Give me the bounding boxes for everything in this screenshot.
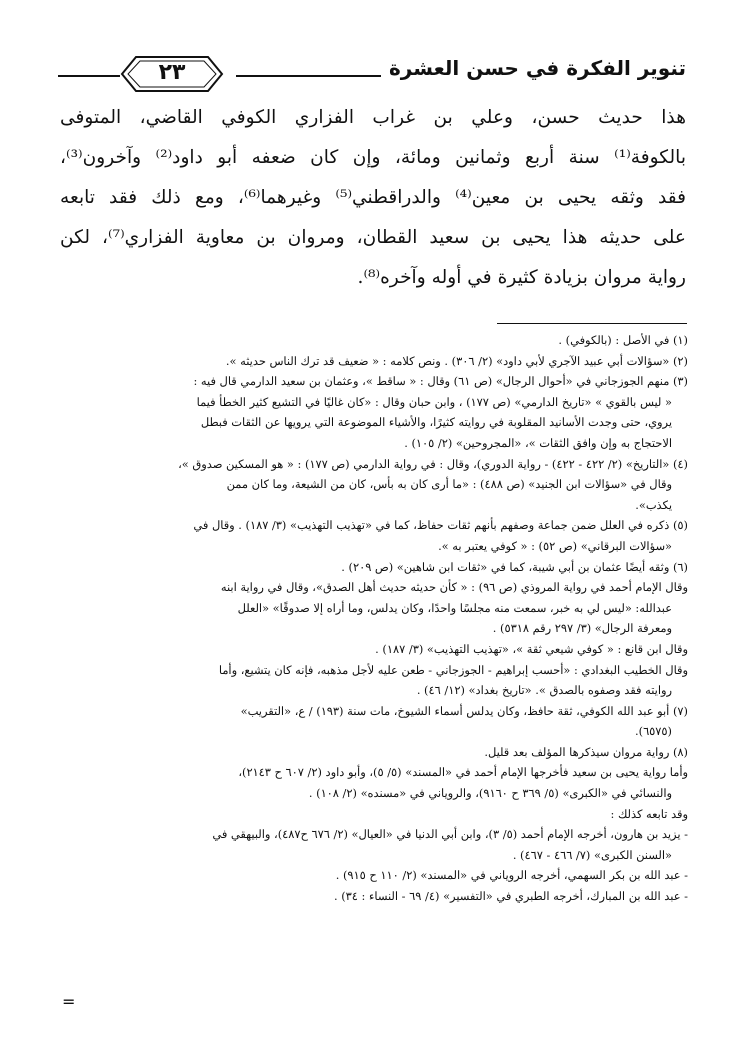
footnote-line: وأما رواية يحيى بن سعيد فأخرجها الإمام أحمد في «المسند» (٥/ ٥)، وأبو داود (٢/ ٦٠٧ ح ٢١٤٣)،	[238, 765, 688, 780]
main-text-line: فقد وثقه يحيى بن معين⁽⁴⁾ والدراقطني⁽⁵⁾ وغيرهما⁽⁶⁾، ومع ذلك فقد تابعه	[60, 187, 687, 208]
footnote-line: (٥) ذكره في العلل ضمن جماعة وصفهم بأنهم ثقات حفاظ، كما في «تهذيب التهذيب» (٣/ ١٨٧) . وقال في	[193, 518, 688, 533]
footnote-line: ومعرفة الرجال» (٣/ ٢٩٧ رقم ٥٣١٨) .	[492, 621, 672, 636]
continuation-mark: =	[62, 992, 76, 1011]
main-text	[60, 98, 686, 298]
footnote-line: (٣) منهم الجوزجاني في «أحوال الرجال» (ص ٦١) وقال : « ساقط »، وعثمان بن سعيد الدارمي قال فيه :	[193, 374, 688, 389]
footnote-line: (١) في الأصل : (بالكوفي) .	[558, 333, 688, 347]
footnote-line: وقد تابعه كذلك :	[610, 806, 688, 821]
footnote-separator	[497, 323, 687, 324]
footnote-line: (٨) رواية مروان سيذكرها المؤلف بعد قليل.	[484, 744, 688, 759]
footnote-line: (٦) وثقه أيضًا عثمان بن أبي شيبة، كما في «ثقات ابن شاهين» (ص ٢٠٩) .	[341, 559, 688, 574]
footnote-line: والنسائي في «الكبرى» (٥/ ٣٦٩ ح ٩١٦٠)، والروياني في «مسنده» (٢/ ١٠٨) .	[308, 786, 672, 801]
main-text-line: رواية مروان بزيادة كثيرة في أوله وآخره⁽⁸⁾.	[357, 267, 686, 288]
footnote-line: وقال الإمام أحمد في رواية المروذي (ص ٩٦) : « كأن حديثه حديث أهل الصدق»، وقال في رواية ابنه	[220, 580, 688, 595]
main-text-line: على حديثه هذا يحيى بن سعيد القطان، ومروان بن معاوية الفزاري⁽⁷⁾، لكن	[60, 227, 686, 248]
footnote-line: - عبد الله بن المبارك، أخرجه الطبري في «التفسير» (٤/ ٦٩ - النساء : ٣٤) .	[333, 889, 688, 904]
footnotes	[58, 330, 688, 907]
footnote-line: روايته فقد وصفوه بالصدق ». «تاريخ بغداد» (١٢/ ٤٦) .	[416, 683, 672, 698]
footnote-line: (٦٥٧٥).	[634, 724, 672, 739]
footnote-line: (٢) «سؤالات أبي عبيد الآجري لأبي داود» (٢/ ٣٠٦) . ونص كلامه : « ضعيف قد ترك الناس حديثه ».	[225, 353, 688, 368]
footnote-line: «السنن الكبرى» (٧/ ٤٦٦ - ٤٦٧) .	[512, 847, 672, 862]
footnote-line: يروي، حتى وجدت الأسانيد المقلوبة في روايته كثيرًا، والأشياء الموضوعة التي يرويها عن الثقات فبطل	[200, 415, 672, 430]
footnote-line: يكذب».	[635, 497, 672, 512]
main-text-line: هذا حديث حسن، وعلي بن غراب الفزاري الكوفي القاضي، المتوفى	[60, 107, 686, 128]
footnote-line: « ليس بالقوي » «تاريخ الدارمي» (ص ١٧٧) ، وابن حبان وقال : «كان غاليًا في التشيع كثير الخطأ فيما	[196, 394, 672, 409]
footnote-line: الاحتجاج به وإن وافق الثقات »، «المجروحين» (٢/ ١٠٥) .	[404, 435, 672, 450]
page-number: ٢٣	[158, 60, 186, 85]
page-header	[58, 54, 686, 98]
footnote-line: (٤) «التاريخ» (٢/ ٤٢٢ - ٤٢٢) - رواية الدوري)، وقال : في رواية الدارمي (ص ١٧٧) : « هو المسكين صدوق »،	[178, 456, 688, 471]
footnote-line: عبدالله: «ليس لي به خبر، سمعت منه مجلسًا واحدًا، وكان يدلس، وما أراه إلا صدوقًا» «العلل	[237, 600, 672, 615]
footnote-line: - يزيد بن هارون، أخرجه الإمام أحمد (٥/ ٣)، وابن أبي الدنيا في «العيال» (٢/ ٦٧٦ ح٤٨٧)، والبيهقي في	[212, 827, 688, 842]
footnote-line: - عبد الله بن بكر السهمي، أخرجه الروياني في «المسند» (٢/ ١١٠ ح ٩١٥) .	[335, 868, 688, 883]
footnote-line: وقال في «سؤالات ابن الجنيد» (ص ٤٨٨) : «ما أرى كان به بأس، كان من الشيعة، وما كان ممن	[226, 477, 672, 492]
header-rule-left	[58, 75, 120, 77]
running-title: تنوير الفكرة في حسن العشرة	[381, 56, 686, 80]
main-text-line: بالكوفة⁽¹⁾ سنة أربع وثمانين ومائة، وإن كان ضعفه أبو داود⁽²⁾ وآخرون⁽³⁾،	[60, 147, 687, 168]
footnote-line: (٧) أبو عبد الله الكوفي، ثقة حافظ، وكان يدلس أسماء الشيوخ، مات سنة (١٩٣) / ع، «التقريب»	[240, 703, 688, 718]
footnote-line: وقال ابن قانع : « كوفي شيعي ثقة »، «تهذيب التهذيب» (٣/ ١٨٧) .	[375, 641, 688, 656]
footnote-line: وقال الخطيب البغدادي : «أحسب إبراهيم - الجوزجاني - طعن عليه لأجل مذهبه، فإنه كان يتشيع، وأما	[218, 662, 688, 677]
footnote-line: «سؤالات البرقاني» (ص ٥٢) : « كوفي يعتبر به ».	[438, 538, 672, 553]
